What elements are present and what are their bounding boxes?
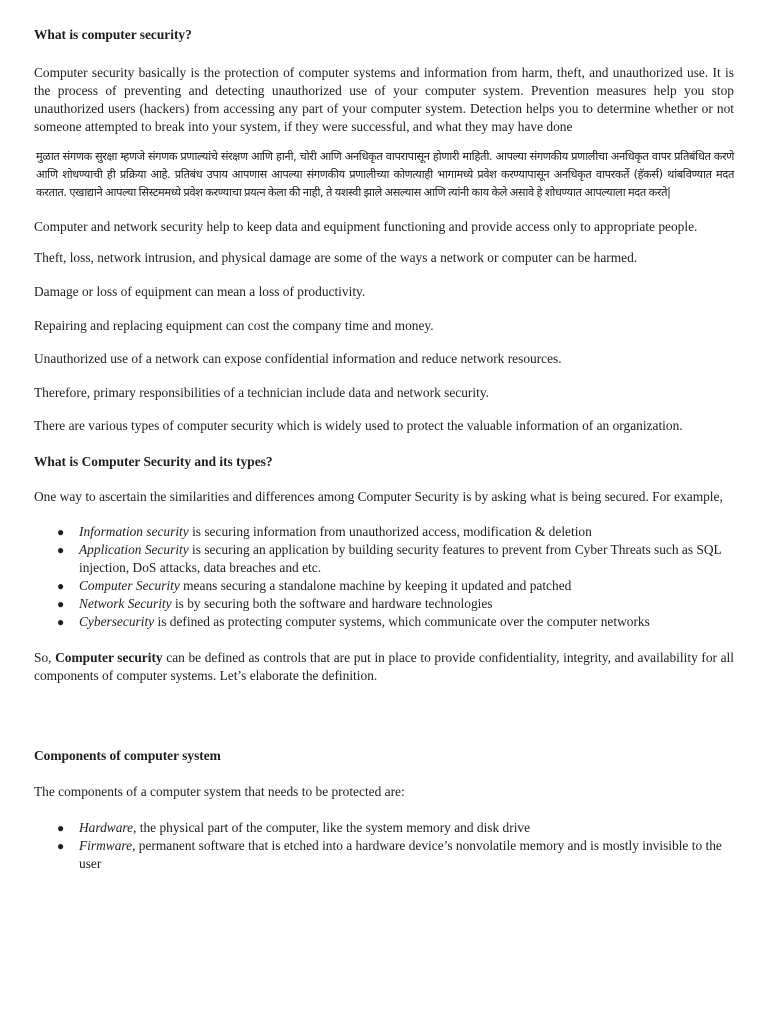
cia-prefix: So, (34, 650, 56, 665)
cia-bold-term: Computer security (55, 650, 163, 665)
bullet-icon: ● (57, 525, 65, 539)
paragraph-definition: Computer security basically is the protection of computer systems and information from harm, theft, and unauthorized use. It is the process of preventing and detecting unauthorized use of your computer system. Prevention measures help you stop unauthorized users (hackers) from accessing any part of your computer system. Detection helps you to determine whether or not someone attempted to break into your system, if they were successful, and what they may have done (34, 65, 734, 134)
component-term: Firmware, (79, 838, 136, 853)
components-list (34, 819, 734, 873)
bullet-icon: ● (57, 579, 65, 593)
list-item (57, 541, 734, 577)
type-description: means securing a standalone machine by keeping it updated and patched (179, 578, 572, 593)
paragraph-harm-ways: Theft, loss, network intrusion, and physical damage are some of the ways a network or computer can be harmed. (34, 250, 638, 265)
security-types-list (34, 523, 734, 631)
type-description: is by securing both the software and hardware technologies (171, 596, 493, 611)
bullet-icon: ● (57, 821, 65, 835)
bullet-icon: ● (57, 543, 65, 557)
type-description: is securing an application by building security features to prevent from Cyber Threats such as SQL injection, DoS attacks, data breaches and etc. (79, 542, 722, 575)
component-description: permanent software that is etched into a hardware device’s nonvolatile memory and is mostly invisible to the user (79, 838, 722, 871)
list-item (57, 577, 734, 595)
type-description: is securing information from unauthorized access, modification & deletion (188, 524, 592, 539)
cia-rest: can be defined as controls that are put in place to provide confidentiality, integrity, and availability for all components of computer systems. Let’s elaborate the definition. (34, 650, 735, 683)
paragraph-marathi: मुळात संगणक सुरक्षा म्हणजे संगणक प्रणाल्यांचे संरक्षण आणि हानी, चोरी आणि अनधिकृत वापरापासून होणारी माहिती. आपल्या संगणकीय प्रणालीचा अनधिकृत वापर प्रतिबंधित करणे आणि शोधण्याची ही प्रक्रिया आहे. प्रतिबंध उपाय आपणास आपल्या संगणकीय प्रणालीच्या कोणत्याही भागामध्ये प्रवेश करण्यापासून अनधिकृत वापरकर्ते (हॅकर्स) थांबविण्यात मदत करतात. एखाद्याने आपल्या सिस्टममध्ये प्रवेश करण्याचा प्रयत्न केला की नाही, ते यशस्वी झाले असल्यास आणि त्यांनी काय केले असावे हे शोधण्यात आपल्याला मदत करते| (36, 150, 734, 199)
list-item (57, 523, 734, 541)
component-term: Hardware, (79, 820, 137, 835)
heading-security-types: What is Computer Security and its types? (34, 454, 273, 469)
list-item (57, 613, 734, 631)
document-page (34, 26, 734, 873)
list-item (57, 837, 734, 873)
type-term: Computer Security (79, 578, 180, 593)
heading-what-is-computer-security: What is computer security? (34, 27, 192, 42)
type-term: Application Security (79, 542, 189, 557)
bullet-icon: ● (57, 839, 65, 853)
paragraph-ascertain: One way to ascertain the similarities and differences among Computer Security is by asking what is being secured. For example, (34, 489, 723, 504)
paragraph-cost: Repairing and replacing equipment can cost the company time and money. (34, 318, 434, 333)
type-description: is defined as protecting computer systems, which communicate over the computer networks (154, 614, 650, 629)
heading-components: Components of computer system (34, 748, 221, 763)
paragraph-unauthorized-use: Unauthorized use of a network can expose confidential information and reduce network resources. (34, 351, 562, 366)
type-term: Cybersecurity (79, 614, 155, 629)
paragraph-types-intro: There are various types of computer security which is widely used to protect the valuable information of an organization. (34, 418, 683, 433)
type-term: Information security (79, 524, 189, 539)
component-description: the physical part of the computer, like the system memory and disk drive (136, 820, 531, 835)
paragraph-components-intro: The components of a computer system that needs to be protected are: (34, 784, 405, 799)
paragraph-productivity: Damage or loss of equipment can mean a loss of productivity. (34, 284, 366, 299)
list-item (57, 595, 734, 613)
paragraph-network-security: Computer and network security help to keep data and equipment functioning and provide access only to appropriate people. (34, 219, 698, 234)
bullet-icon: ● (57, 597, 65, 611)
paragraph-technician: Therefore, primary responsibilities of a technician include data and network security. (34, 385, 489, 400)
bullet-icon: ● (57, 615, 65, 629)
type-term: Network Security (79, 596, 172, 611)
paragraph-cia-definition (34, 649, 734, 685)
list-item (57, 819, 734, 837)
